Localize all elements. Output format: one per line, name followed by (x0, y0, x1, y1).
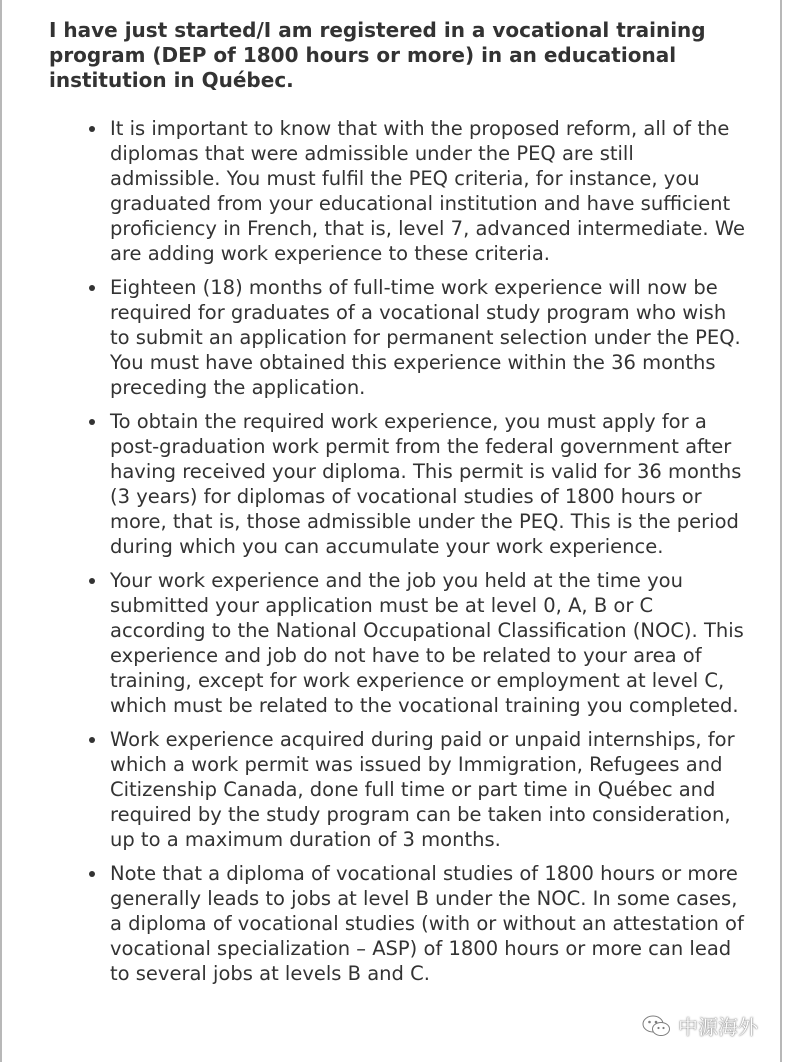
list-item-text: Note that a diploma of vocational studies of 1800 hours or more generally leads to jobs at level B under the NOC. In some cases, a diploma of vocational studies (with or without an attestation of vocational specialization – ASP) of 1800 hours or more can lead to several jobs at levels B and C. (110, 862, 744, 985)
wechat-icon (642, 1014, 672, 1038)
watermark-text: 中源海外 (678, 1015, 758, 1039)
bullet-marker (89, 871, 95, 877)
list-item-text: It is important to know that with the proposed reform, all of the diplomas that were admissible under the PEQ are still admissible. You must fulfil the PEQ criteria, for instance, you graduated from your educational institution and have sufficient proficiency in French, that is, level 7, advanced intermediate. We are adding work experience to these criteria. (110, 117, 745, 265)
bullet-marker (89, 126, 95, 132)
list-item-text: Your work experience and the job you held at the time you submitted your application must be at level 0, A, B or C according to the National Occupational Classification (NOC). This experience and job do not have to be related to your area of training, except for work experience or employment at level C, which must be related to the vocational training you completed. (110, 569, 744, 717)
list-item (85, 116, 745, 266)
bullet-marker (89, 285, 95, 291)
list-item (85, 275, 745, 400)
list-item (85, 568, 745, 718)
bullet-marker (89, 419, 95, 425)
bullet-marker (89, 737, 95, 743)
list-item-text: Work experience acquired during paid or unpaid internships, for which a work permit was issued by Immigration, Refugees and Citizenship Canada, done full time or part time in Québec and required by the study program can be taken into consideration, up to a maximum duration of 3 months. (110, 728, 735, 851)
list-item (85, 727, 745, 852)
list-item (85, 861, 745, 986)
list-item-text: Eighteen (18) months of full-time work experience will now be required for graduates of a vocational study program who wish to submit an application for permanent selection under the PEQ. You must have obtained this experience within the 36 months preceding the application. (110, 276, 741, 399)
list-item-text: To obtain the required work experience, you must apply for a post-graduation work permit from the federal government after having received your diploma. This permit is valid for 36 months (3 years) for diplomas of vocational studies of 1800 hours or more, that is, those admissible under the PEQ. This is the period during which you can accumulate your work experience. (110, 410, 742, 558)
bullet-list (85, 116, 745, 995)
list-item (85, 409, 745, 559)
section-heading: I have just started/I am registered in a vocational training program (DEP of 1800 hours or more) in an educational institution in Québec. (49, 18, 706, 92)
watermark (642, 1011, 758, 1040)
bullet-marker (89, 578, 95, 584)
